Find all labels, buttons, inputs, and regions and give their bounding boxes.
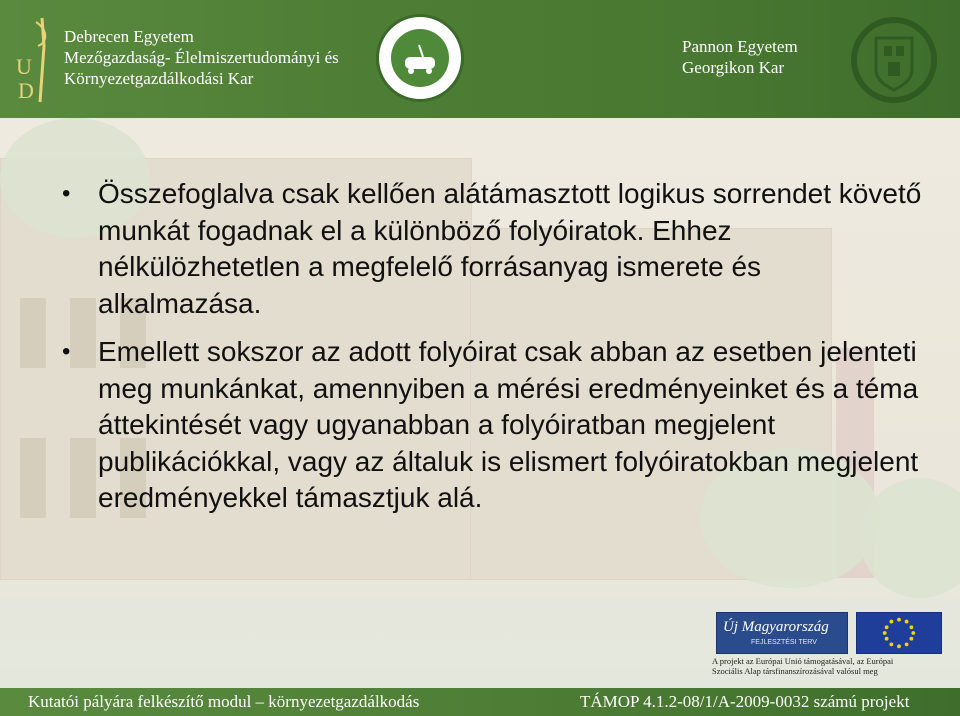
- right-institution-line: Georgikon Kar: [682, 58, 785, 77]
- window: [20, 298, 46, 368]
- funding-note-line: Szociális Alap társfinanszírozásával valósul meg: [712, 666, 878, 676]
- left-institution-line: Környezetgazdálkodási Kar: [64, 69, 254, 88]
- university-crest-icon: [848, 14, 940, 106]
- ud-logo-icon: [14, 16, 56, 104]
- bullet-marker: •: [62, 338, 71, 365]
- funding-note-line: A projekt az Európai Unió támogatásával, az Európai: [712, 656, 894, 666]
- bullet-item: [62, 176, 922, 322]
- funding-logos: [712, 612, 948, 682]
- header-band: [0, 0, 960, 118]
- umft-logo-text: Új Magyarország: [723, 619, 829, 635]
- bullet-item: [62, 334, 922, 517]
- window: [20, 438, 46, 518]
- footer-band: [0, 688, 960, 716]
- bullet-text: Emellett sokszor az adott folyóirat csak abban az esetben jelenteti meg munkánkat, amennyiben a mérési eredményeinket és a téma áttekintését vagy ugyanabban a folyóiratban megjelent publikációkkal, vagy az általuk is elismert folyóiratokban megjelent eredményekkel támasztjuk alá.: [98, 336, 919, 513]
- bullet-marker: •: [62, 180, 71, 207]
- left-institution-line: Debrecen Egyetem: [64, 27, 194, 46]
- footer-right-text: TÁMOP 4.1.2-08/1/A-2009-0032 számú projekt: [580, 692, 910, 711]
- svg-text:D: D: [18, 78, 34, 103]
- umft-logo: [716, 612, 848, 654]
- bullet-text: Összefoglalva csak kellően alátámasztott logikus sorrendet követő munkát fogadnak el a különböző folyóiratok. Ehhez nélkülözhetetlen a megfelelő forrásanyag ismerete és alkalmazása.: [98, 178, 922, 319]
- bullet-list: [62, 176, 922, 529]
- plough-icon: [401, 41, 441, 77]
- left-institution-line: Mezőgazdaság- Élelmiszertudományi és: [64, 48, 339, 67]
- svg-text:U: U: [16, 54, 32, 79]
- faculty-seal-icon: [376, 14, 464, 102]
- left-institution: [64, 26, 339, 89]
- footer-left-text: Kutatói pályára felkészítő modul – környezetgazdálkodás: [28, 692, 420, 711]
- umft-logo-subtext: FEJLESZTÉSI TERV: [751, 639, 817, 646]
- eu-flag-icon: [856, 612, 942, 654]
- right-institution: [682, 36, 798, 78]
- right-institution-line: Pannon Egyetem: [682, 37, 798, 56]
- funding-note: [712, 656, 948, 676]
